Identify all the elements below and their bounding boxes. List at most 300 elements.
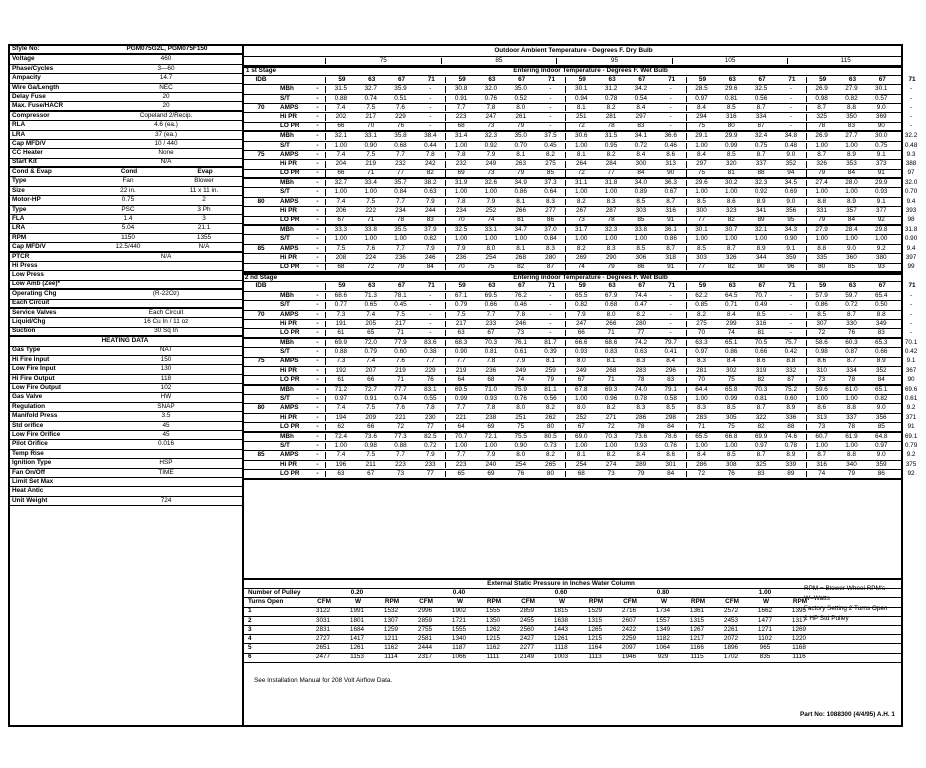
perf-value: 71: [367, 169, 375, 177]
perf-value: 32.6: [484, 179, 498, 187]
param-label: AMPS: [280, 103, 299, 111]
perf-value: 0.93: [575, 348, 588, 356]
param-label: Hi PR: [280, 366, 298, 374]
perf-value: 37.9: [424, 226, 437, 234]
performance-tables: [244, 46, 918, 600]
wb-temp: 71: [668, 282, 676, 290]
perf-value: 7.7: [425, 357, 435, 365]
perf-value: 60.3: [845, 338, 858, 346]
value-group: [445, 377, 565, 383]
perf-value: 59.6: [815, 385, 828, 393]
airflow-value: 1307: [383, 616, 399, 624]
perf-value: 356: [785, 207, 797, 215]
perf-value: 9.0: [876, 103, 886, 111]
value-group: [565, 415, 685, 421]
perf-value: 7.9: [486, 150, 496, 158]
perf-value: 1.00: [695, 188, 708, 196]
param-label: MBh: [280, 385, 294, 393]
perf-value: 73: [818, 422, 826, 430]
param-label: MBh: [280, 132, 294, 140]
perf-value: 254: [485, 254, 497, 262]
perf-value: 77: [697, 216, 706, 224]
perf-value: 359: [785, 254, 797, 262]
perf-value: 352: [875, 366, 887, 374]
spec-row: [10, 431, 242, 440]
perf-value: 69.0: [575, 432, 588, 440]
perf-value: 63: [457, 328, 465, 336]
perf-value: 69.3: [604, 385, 618, 393]
value-group: [806, 321, 926, 327]
perf-value: 262: [545, 413, 556, 421]
value-group: [445, 471, 565, 477]
perf-value: 224: [365, 254, 377, 262]
airflow-value: 2996: [417, 607, 433, 615]
perf-value: 72: [577, 169, 585, 177]
perf-value: 7.4: [336, 451, 346, 459]
perf-value: 79: [818, 169, 826, 177]
spec-row: [10, 159, 242, 168]
perf-value: 202: [335, 113, 347, 121]
perf-value: 64.8: [875, 432, 888, 440]
spacer: -: [316, 169, 319, 177]
perf-value: 7.6: [396, 404, 405, 412]
perf-value: 277: [545, 207, 556, 215]
airflow-value: 1261: [349, 644, 365, 652]
spec-value: SNAP: [157, 402, 175, 410]
airflow-value: 2831: [315, 625, 331, 633]
spec-sheet: [8, 44, 918, 727]
perf-value: 242: [424, 160, 436, 168]
perf-row: [244, 141, 918, 151]
perf-value: 352: [785, 160, 797, 168]
spec-value: 150: [160, 355, 172, 363]
perf-value: -: [669, 301, 672, 309]
perf-value: 79.1: [664, 385, 677, 393]
value-group: [445, 227, 565, 233]
perf-value: -: [429, 113, 432, 121]
value-group: [565, 143, 685, 149]
param-label: Hi PR: [280, 254, 298, 262]
perf-value: 1.00: [454, 442, 468, 449]
perf-value: 8.7: [756, 451, 766, 459]
perf-value: 29.8: [875, 226, 888, 234]
perf-value: 84: [847, 169, 855, 177]
perf-value: 72.4: [334, 432, 348, 440]
perf-value: 8.2: [636, 310, 646, 318]
perf-row: [244, 235, 918, 244]
perf-value: 73: [396, 469, 405, 477]
perf-value: 268: [515, 254, 527, 262]
wb-temp: 59: [458, 75, 466, 83]
perf-value: 9.0: [786, 197, 796, 205]
wb-group: [686, 77, 806, 83]
perf-value: -: [909, 85, 913, 93]
outdoor-temp: 75: [379, 56, 387, 64]
perf-value: 70.3: [604, 432, 618, 440]
perf-value: 83: [847, 122, 855, 130]
param-label: AMPS: [280, 150, 299, 158]
spec-label: Voltage: [12, 55, 35, 63]
spec-row: [10, 84, 242, 93]
perf-value: 0.97: [695, 94, 708, 102]
airflow-value: 1271: [757, 625, 773, 633]
perf-value: 0.75: [754, 141, 768, 149]
value-group: [686, 462, 806, 468]
perf-value: 0.93: [875, 188, 888, 196]
param-label: LO PR: [280, 469, 300, 477]
perf-value: 7.8: [425, 150, 435, 158]
perf-value: 88: [787, 422, 795, 430]
perf-value: 75.7: [784, 338, 798, 346]
spec-label: RLA: [12, 121, 26, 129]
value-group: [565, 105, 685, 111]
spec-value: 460: [160, 55, 172, 63]
airflow-value: 1896: [723, 644, 739, 652]
value-group: [686, 255, 806, 261]
perf-row: [244, 413, 917, 423]
perf-value: 1.00: [815, 442, 828, 449]
fan-evap-value: 3 Ph: [197, 205, 211, 213]
perf-value: -: [549, 319, 552, 327]
perf-value: 271: [605, 413, 617, 421]
perf-value: 81.1: [544, 385, 557, 393]
airflow-value: 1168: [792, 644, 806, 652]
param-label: S/T: [280, 188, 290, 196]
perf-value: 8.2: [606, 103, 616, 111]
value-group: [325, 424, 445, 430]
value-group: [445, 217, 565, 223]
perf-value: 8.5: [726, 404, 736, 412]
spec-value: 20: [162, 92, 170, 100]
value-group: [445, 180, 565, 186]
turns-value: 3: [248, 625, 252, 633]
wb-temp: 71: [427, 282, 435, 290]
spacer: -: [316, 94, 319, 102]
perf-value: 31.8: [904, 226, 918, 234]
perf-value: 73: [818, 375, 826, 383]
perf-value: 254: [515, 460, 527, 468]
perf-value: 337: [846, 413, 857, 421]
airflow-notes: [804, 584, 900, 624]
perf-value: 0.42: [784, 348, 798, 356]
perf-value: 80: [727, 122, 735, 130]
perf-value: 78.6: [664, 432, 677, 440]
perf-row: [244, 85, 913, 94]
perf-value: -: [789, 94, 792, 102]
value-group: [325, 255, 445, 261]
perf-value: 247: [485, 113, 497, 121]
spec-label: Ampacity: [12, 74, 41, 82]
perf-value: 69: [457, 169, 465, 177]
perf-value: 9.1: [876, 150, 886, 158]
perf-value: 65.1: [725, 338, 738, 346]
perf-value: 38.4: [424, 132, 437, 140]
airflow-value: 1118: [554, 644, 568, 652]
idb-value: 70: [257, 310, 265, 318]
perf-value: 7.4: [336, 103, 346, 111]
perf-value: 334: [846, 366, 857, 374]
perf-value: 83: [637, 122, 645, 130]
param-label: MBh: [280, 291, 294, 299]
perf-value: 289: [635, 460, 647, 468]
perf-value: 34.0: [634, 179, 648, 187]
perf-value: 72: [367, 263, 375, 271]
perf-value: 31.7: [575, 226, 588, 234]
value-group: [445, 340, 565, 346]
perf-value: 98: [907, 216, 915, 224]
perf-value: 0.82: [845, 94, 858, 102]
airflow-value: 1662: [757, 607, 773, 615]
perf-value: 99: [907, 263, 915, 271]
perf-value: 0.50: [875, 301, 888, 309]
value-group: [806, 387, 926, 393]
perf-value: 84: [847, 216, 855, 224]
perf-value: 0.55: [424, 395, 437, 403]
spec-label: Hi Press: [12, 261, 38, 269]
perf-value: 375: [905, 460, 917, 468]
perf-value: 318: [665, 254, 676, 262]
airflow-value: 1162: [486, 644, 500, 652]
perf-value: 0.81: [725, 94, 738, 102]
spec-row: [10, 55, 242, 64]
perf-value: 9.0: [876, 404, 886, 412]
airflow-value: 1991: [349, 607, 365, 615]
outdoor-temps-row: [244, 57, 903, 66]
param-label: MBh: [280, 85, 294, 93]
spacer: -: [316, 254, 319, 262]
param-label: S/T: [280, 235, 290, 243]
value-group: [806, 302, 926, 308]
perf-value: 33.8: [364, 226, 377, 234]
perf-value: 0.44: [424, 141, 437, 149]
perf-value: 9.3: [906, 150, 916, 158]
perf-value: 0.87: [845, 348, 858, 356]
spec-label: Low Press: [12, 271, 44, 279]
perf-value: 8.0: [486, 244, 496, 252]
fan-row: [10, 187, 242, 196]
col-header: W: [660, 598, 668, 606]
perf-value: 393: [905, 207, 917, 215]
pressure-value: 0.60: [554, 589, 568, 597]
perf-value: 34.8: [784, 132, 798, 140]
perf-value: 8.7: [756, 103, 766, 111]
airflow-value: 2581: [417, 635, 433, 643]
perf-value: 37.5: [544, 132, 557, 140]
value-group: [806, 133, 926, 139]
perf-value: 71: [607, 375, 615, 383]
spacer: -: [316, 226, 319, 234]
perf-value: 28.5: [695, 85, 708, 93]
wb-temp: 59: [578, 282, 586, 290]
perf-row: [244, 469, 915, 479]
value-group: [565, 246, 685, 252]
value-group: [325, 114, 445, 120]
perf-value: 246: [515, 319, 527, 327]
perf-value: 8.4: [726, 357, 736, 365]
perf-value: 252: [575, 413, 587, 421]
perf-value: 75.2: [784, 385, 798, 393]
perf-value: 79: [847, 469, 855, 477]
perf-value: 377: [875, 207, 887, 215]
perf-value: 209: [365, 413, 377, 421]
value-group: [686, 312, 806, 318]
perf-value: 0.89: [634, 188, 648, 196]
spec-row: [10, 253, 242, 262]
perf-value: 7.6: [396, 103, 405, 111]
value-group: [806, 293, 926, 299]
fan-cond-value: Fan: [122, 177, 134, 185]
spec-row: [10, 93, 242, 102]
perf-value: 397: [905, 254, 917, 262]
perf-value: 72.0: [364, 338, 377, 346]
value-group: [565, 358, 685, 364]
perf-value: 0.46: [664, 141, 677, 149]
value-group: [325, 340, 445, 346]
perf-value: 0.82: [875, 395, 888, 403]
col-header: CFM: [317, 598, 331, 606]
perf-value: 74.2: [634, 338, 648, 346]
perf-value: 7.9: [425, 244, 435, 252]
perf-value: 1.00: [725, 442, 738, 449]
spec-value: N/A: [160, 158, 172, 166]
perf-value: 349: [875, 319, 887, 327]
perf-value: -: [789, 113, 792, 121]
airflow-value: 1349: [655, 625, 671, 633]
perf-value: 7.3: [336, 310, 346, 318]
wb-temp: 63: [608, 75, 616, 83]
perf-value: -: [549, 301, 552, 309]
perf-value: 1.00: [754, 235, 768, 243]
value-group: [686, 415, 806, 421]
value-group: [686, 114, 806, 120]
perf-value: 269: [575, 254, 587, 262]
perf-value: 7.8: [486, 103, 496, 111]
airflow-value: 2651: [315, 644, 331, 652]
perf-value: 8.3: [697, 404, 706, 412]
value-group: [325, 170, 445, 176]
perf-value: 62.2: [695, 291, 708, 299]
value-group: [325, 321, 445, 327]
perf-value: 75: [517, 422, 525, 430]
value-group: [806, 415, 926, 421]
fan-row: [10, 224, 242, 233]
airflow-title: External Static Pressure in Inches Water Column: [487, 579, 635, 587]
spec-label: Gas Type: [12, 346, 41, 354]
perf-value: 8.7: [847, 357, 856, 365]
spec-value: 30 Sq In: [154, 327, 178, 335]
value-group: [325, 96, 445, 102]
wb-temp: 67: [638, 75, 646, 83]
perf-value: 77: [396, 169, 405, 177]
perf-value: 70.3: [484, 338, 498, 346]
perf-value: 8.8: [847, 404, 856, 412]
value-group: [325, 199, 445, 205]
fan-row: [10, 243, 242, 252]
perf-value: 70: [697, 375, 706, 383]
airflow-value: 1153: [350, 653, 364, 661]
perf-value: 86: [877, 469, 885, 477]
left-spec-column: [10, 46, 244, 725]
value-group: [565, 189, 685, 195]
wb-temp: 67: [758, 75, 766, 83]
perf-value: 8.4: [666, 357, 676, 365]
perf-value: 0.91: [454, 94, 468, 102]
perf-value: 30.1: [575, 85, 588, 93]
perf-value: 7.7: [456, 103, 466, 111]
value-group: [565, 330, 685, 336]
perf-value: 35.9: [394, 85, 407, 93]
perf-value: 79: [517, 169, 525, 177]
value-group: [445, 462, 565, 468]
perf-value: 1.00: [334, 188, 348, 196]
perf-value: 268: [605, 366, 617, 374]
perf-value: 8.7: [756, 404, 766, 412]
airflow-value: 1555: [451, 625, 467, 633]
perf-value: -: [429, 319, 432, 327]
perf-value: 299: [725, 319, 737, 327]
value-group: [806, 105, 926, 111]
perf-value: 1.00: [484, 235, 498, 243]
value-group: [565, 208, 685, 214]
airflow-value: 1417: [349, 635, 365, 643]
perf-value: 90: [907, 375, 915, 383]
spacer: -: [316, 319, 319, 327]
perf-value: 259: [545, 366, 556, 374]
perf-value: 65.8: [725, 385, 738, 393]
perf-value: 240: [485, 460, 497, 468]
spec-label: Ignition Type: [12, 459, 52, 467]
wb-group: [806, 77, 926, 83]
perf-value: 30.8: [454, 85, 468, 93]
perf-value: 8.4: [636, 103, 646, 111]
perf-value: 33.4: [364, 179, 377, 187]
value-group: [325, 452, 445, 458]
perf-value: 0.64: [544, 188, 557, 196]
perf-value: 83: [877, 328, 885, 336]
spacer: -: [316, 291, 319, 299]
perf-value: 34.9: [514, 179, 527, 187]
value-group: [325, 415, 445, 421]
perf-value: -: [669, 113, 672, 121]
perf-value: 0.58: [664, 395, 677, 403]
perf-value: 1.00: [815, 235, 828, 243]
perf-value: 0.90: [904, 235, 918, 243]
perf-value: 340: [846, 460, 857, 468]
perf-value: 310: [816, 366, 827, 374]
airflow-value: 2422: [621, 625, 637, 633]
perf-value: 91: [667, 263, 675, 271]
value-group: [445, 152, 565, 158]
perf-value: 251: [515, 413, 527, 421]
fan-cond-value: 1.4: [123, 215, 133, 223]
spec-label: Heat Antic: [12, 487, 44, 495]
value-group: [565, 405, 685, 411]
perf-value: 79: [396, 263, 405, 271]
value-group: [806, 180, 926, 186]
perf-value: 234: [455, 207, 467, 215]
value-group: [565, 424, 685, 430]
perf-value: 0.54: [634, 94, 648, 102]
airflow-value: 1638: [553, 616, 569, 624]
perf-row: [244, 319, 913, 329]
perf-row: [244, 338, 918, 348]
wb-temp: 59: [578, 75, 586, 83]
perf-value: 0.49: [754, 301, 768, 309]
airflow-value: 2277: [519, 644, 535, 652]
spacer: -: [316, 160, 319, 168]
outdoor-temp: 105: [724, 56, 736, 64]
perf-value: 1.00: [845, 235, 858, 243]
